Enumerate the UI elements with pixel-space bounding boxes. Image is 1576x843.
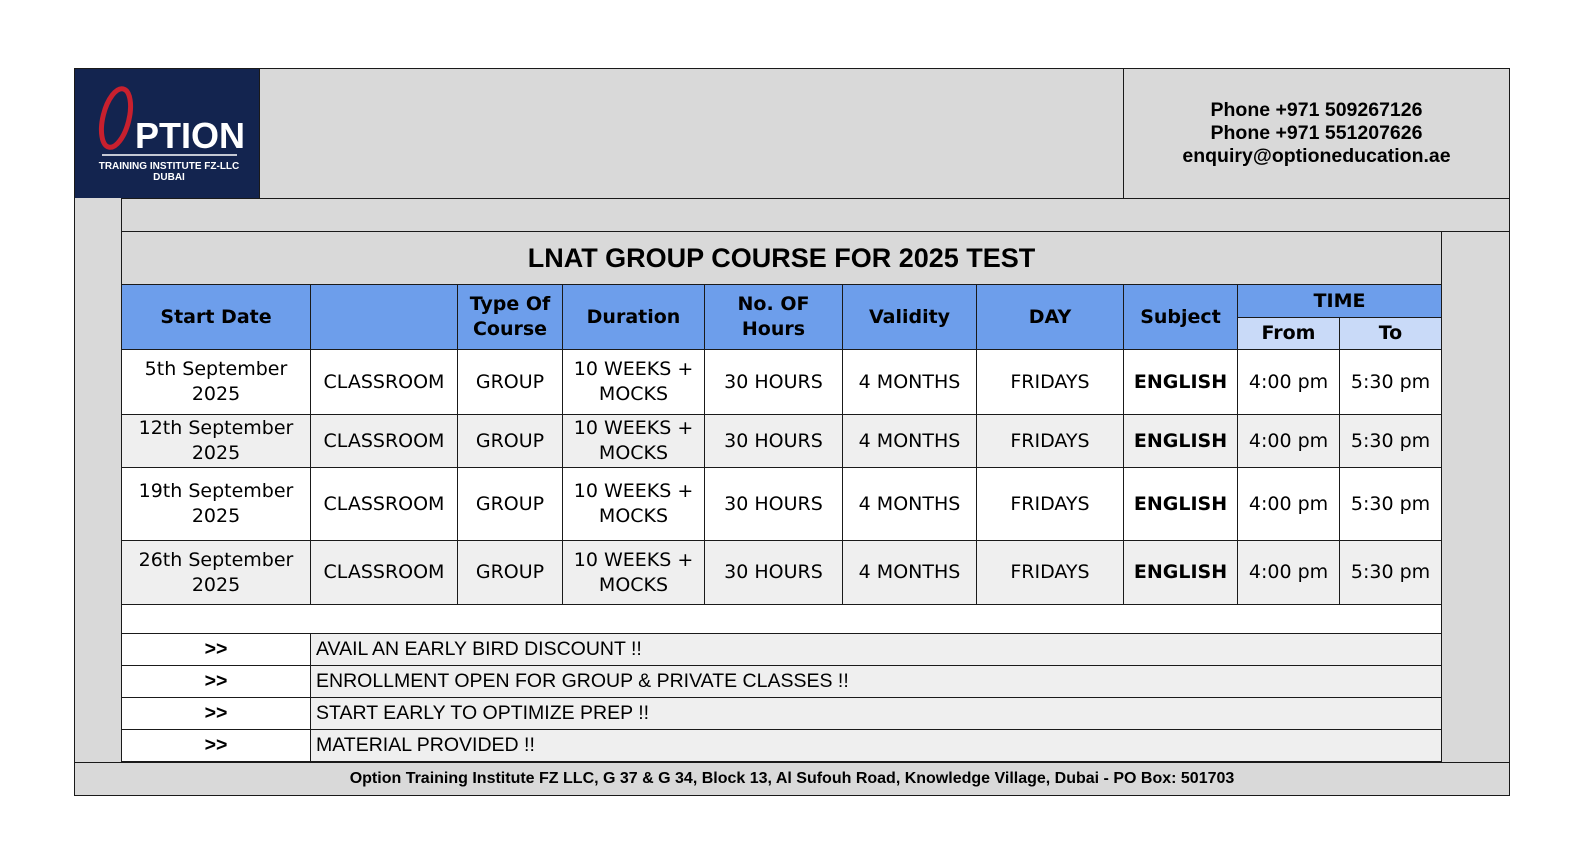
subject-cell: ENGLISH [1124, 468, 1238, 541]
start-date-cell: 12th September 2025 [122, 415, 311, 468]
header-validity: Validity [843, 285, 977, 350]
type-cell: GROUP [458, 541, 563, 605]
day-cell: FRIDAYS [977, 350, 1124, 415]
hours-cell: 30 HOURS [705, 350, 843, 415]
notes-table [121, 604, 1442, 762]
time-to-cell: 5:30 pm [1340, 415, 1442, 468]
header-day: DAY [977, 285, 1124, 350]
mode-cell: CLASSROOM [311, 415, 458, 468]
duration-cell: 10 WEEKS + MOCKS [563, 350, 705, 415]
header-to: To [1340, 318, 1442, 350]
svg-text:TRAINING INSTITUTE FZ-LLC: TRAINING INSTITUTE FZ-LLC [98, 161, 240, 172]
type-cell: GROUP [458, 350, 563, 415]
note-text: AVAIL AN EARLY BIRD DISCOUNT !! [311, 634, 1442, 666]
contact-block [1123, 68, 1510, 199]
note-marker: >> [122, 666, 311, 698]
type-cell: GROUP [458, 468, 563, 541]
time-to-cell: 5:30 pm [1340, 350, 1442, 415]
start-date-cell: 26th September 2025 [122, 541, 311, 605]
time-from-cell: 4:00 pm [1238, 468, 1340, 541]
subject-cell: ENGLISH [1124, 350, 1238, 415]
option-logo [75, 69, 260, 198]
header-time: TIME [1238, 285, 1442, 318]
duration-cell: 10 WEEKS + MOCKS [563, 415, 705, 468]
time-to-cell: 5:30 pm [1340, 468, 1442, 541]
duration-cell: 10 WEEKS + MOCKS [563, 541, 705, 605]
header-start-date: Start Date [122, 285, 311, 350]
list-item [122, 698, 1442, 730]
table-row [122, 541, 1442, 605]
validity-cell: 4 MONTHS [843, 350, 977, 415]
contact-email: enquiry@optioneducation.ae [1182, 145, 1451, 167]
header-blank [311, 285, 458, 350]
table-row [122, 468, 1442, 541]
type-cell: GROUP [458, 415, 563, 468]
mode-cell: CLASSROOM [311, 541, 458, 605]
duration-cell: 10 WEEKS + MOCKS [563, 468, 705, 541]
subject-cell: ENGLISH [1124, 415, 1238, 468]
page-title: LNAT GROUP COURSE FOR 2025 TEST [121, 231, 1442, 285]
svg-text:PTION: PTION [135, 115, 246, 156]
list-item [122, 634, 1442, 666]
hours-cell: 30 HOURS [705, 541, 843, 605]
day-cell: FRIDAYS [977, 415, 1124, 468]
schedule-table [121, 284, 1442, 605]
time-to-cell: 5:30 pm [1340, 541, 1442, 605]
phone-secondary: Phone +971 551207626 [1210, 122, 1423, 144]
header-blank-cell [259, 68, 1124, 199]
hours-cell: 30 HOURS [705, 415, 843, 468]
validity-cell: 4 MONTHS [843, 415, 977, 468]
header-from: From [1238, 318, 1340, 350]
table-row [122, 350, 1442, 415]
time-from-cell: 4:00 pm [1238, 541, 1340, 605]
list-item [122, 730, 1442, 762]
note-text: START EARLY TO OPTIMIZE PREP !! [311, 698, 1442, 730]
notes-blank-row [122, 605, 1442, 634]
hours-cell: 30 HOURS [705, 468, 843, 541]
time-from-cell: 4:00 pm [1238, 350, 1340, 415]
note-marker: >> [122, 730, 311, 762]
list-item [122, 666, 1442, 698]
mode-cell: CLASSROOM [311, 468, 458, 541]
header-type-of-course: Type Of Course [458, 285, 563, 350]
mode-cell: CLASSROOM [311, 350, 458, 415]
note-text: ENROLLMENT OPEN FOR GROUP & PRIVATE CLASSES !! [311, 666, 1442, 698]
spacer-row [121, 198, 1510, 232]
header-duration: Duration [563, 285, 705, 350]
time-from-cell: 4:00 pm [1238, 415, 1340, 468]
validity-cell: 4 MONTHS [843, 468, 977, 541]
start-date-cell: 5th September 2025 [122, 350, 311, 415]
day-cell: FRIDAYS [977, 541, 1124, 605]
subject-cell: ENGLISH [1124, 541, 1238, 605]
note-text: MATERIAL PROVIDED !! [311, 730, 1442, 762]
note-marker: >> [122, 698, 311, 730]
start-date-cell: 19th September 2025 [122, 468, 311, 541]
validity-cell: 4 MONTHS [843, 541, 977, 605]
note-marker: >> [122, 634, 311, 666]
header-hours: No. OF Hours [705, 285, 843, 350]
svg-text:DUBAI: DUBAI [153, 172, 185, 183]
day-cell: FRIDAYS [977, 468, 1124, 541]
table-row [122, 415, 1442, 468]
phone-primary: Phone +971 509267126 [1210, 99, 1423, 121]
footer-address: Option Training Institute FZ LLC, G 37 & G 34, Block 13, Al Sufouh Road, Knowledge Village, Dubai - PO Box: 501703 [74, 762, 1510, 796]
header-subject: Subject [1124, 285, 1238, 350]
